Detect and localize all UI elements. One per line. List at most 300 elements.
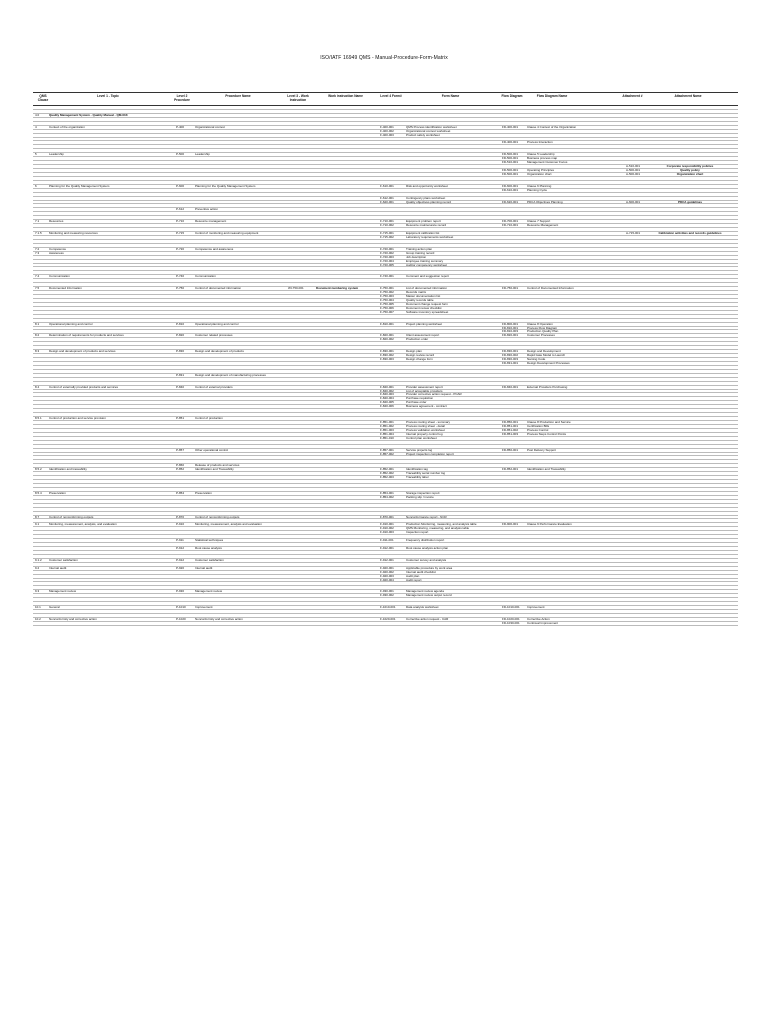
cell-form-number: F-400-001 xyxy=(380,125,394,129)
cell-procedure: P-1020 xyxy=(176,617,186,621)
cell-form-number: F-912-001 xyxy=(380,547,394,550)
cell-form-number: F-920-001 xyxy=(380,566,394,570)
cell-form-name: Data analysis worksheet xyxy=(406,606,439,610)
cell-topic: Monitoring and measuring resources xyxy=(49,232,98,235)
cell-form-number: F-720-005 xyxy=(380,263,394,267)
cell-qms-clause: 4.0 xyxy=(35,113,40,117)
cell-topic: Resources xyxy=(49,220,64,224)
cell-form-name: Purchase order xyxy=(406,401,427,405)
cell-qms-clause: 6 xyxy=(35,184,37,188)
cell-form-number: F-720-001 xyxy=(380,247,394,251)
cell-form-name: Process validation worksheet xyxy=(406,428,445,432)
cell-form-name: Contingency plans worksheet xyxy=(406,196,446,200)
cell-flow-diagram-name: Corrective Action xyxy=(527,617,550,621)
cell-procedure-name: Root cause analysis xyxy=(195,547,222,550)
cell-procedure-name: Release of products and services xyxy=(195,464,240,468)
cell-procedure: P-854 xyxy=(176,491,185,495)
cell-form-number: F-710-002 xyxy=(380,224,394,228)
cell-flow-diagram: FD-810-001 xyxy=(502,326,519,330)
cell-flow-diagram: FD-830-003 xyxy=(502,358,519,361)
cell-form-number: F-810-001 xyxy=(380,322,394,326)
cell-form-number: F-820-002 xyxy=(380,338,394,342)
cell-form-name: Organizational context worksheet xyxy=(406,129,451,133)
cell-form-name: Provider corrective action request - PCAR xyxy=(406,393,462,397)
cell-qms-clause: 9.3 xyxy=(35,590,40,594)
cell-flow-diagram: FD-510-001 xyxy=(502,161,519,165)
cell-procedure: P-600 xyxy=(176,184,185,188)
cell-form-name: List of documented information xyxy=(406,287,448,291)
cell-topic: Management review xyxy=(49,590,77,594)
cell-flow-diagram: FD-820-001 xyxy=(502,334,519,338)
cell-flow-diagram-name: PDCA Objectives Planning xyxy=(527,200,563,204)
cell-qms-clause: 10.2 xyxy=(35,617,41,621)
cell-form-name: QMS Process identification worksheet xyxy=(406,125,457,129)
cell-form-name: Process routing sheet - detail xyxy=(406,424,445,428)
cell-procedure: P-612 xyxy=(176,208,185,212)
cell-form-number: F-930-001 xyxy=(380,590,394,594)
header-flow-diagram-name: Flow Diagram Name xyxy=(536,94,568,98)
cell-procedure-name: Organizational context xyxy=(195,125,225,129)
cell-flow-diagram-name: Design Development Processes xyxy=(527,361,570,365)
cell-qms-clause: 7.3 xyxy=(35,251,40,255)
cell-flow-diagram: FD-840-001 xyxy=(502,385,519,389)
cell-procedure-name: Control of documented information xyxy=(195,287,242,291)
cell-topic: Context of the organization xyxy=(49,125,85,129)
cell-flow-diagram: FD-750-001 xyxy=(502,287,519,291)
cell-form-name: Auditor competency worksheet xyxy=(406,263,448,267)
cell-flow-diagram: FD-851-003 xyxy=(502,432,519,436)
cell-form-name: Management review agenda xyxy=(406,590,444,594)
cell-flow-diagram-name: Process Control xyxy=(527,428,549,432)
cell-procedure: P-740 xyxy=(176,275,185,279)
cell-procedure: P-930 xyxy=(176,590,185,594)
cell-form-name: Job description xyxy=(406,255,427,259)
cell-form-name: Root cause analysis action plan xyxy=(406,547,449,550)
cell-topic: Design and development of products and services xyxy=(49,350,116,354)
cell-form-name: Project planning worksheet xyxy=(406,322,443,326)
header-form-number: Level 4 Form# xyxy=(380,94,402,98)
cell-topic: Planning for the Quality Management System xyxy=(49,184,110,188)
cell-form-number: F-851-002 xyxy=(380,424,394,428)
cell-qms-clause: 7.1 xyxy=(35,220,40,224)
cell-form-name: Design change form xyxy=(406,358,433,361)
cell-form-number: F-750-003 xyxy=(380,295,394,298)
cell-topic: Documented Information xyxy=(49,287,82,291)
cell-procedure: P-810 xyxy=(176,322,185,326)
cell-flow-diagram: FD-1030-001 xyxy=(502,621,520,625)
cell-form-number: F-840-006 xyxy=(380,405,394,409)
cell-qms-clause: 9.1 xyxy=(35,523,40,527)
cell-form-name: Storage inspection report xyxy=(406,491,440,495)
cell-form-name: List of acceptable providers xyxy=(406,389,443,393)
cell-form-number: F-870-001 xyxy=(380,515,394,519)
cell-flow-diagram-name: Naming Code xyxy=(527,358,546,361)
cell-form-number: F-852-003 xyxy=(380,476,394,480)
cell-flow-diagram: FD-810-003 xyxy=(502,330,519,334)
cell-qms-clause: 7.4 xyxy=(35,275,40,279)
cell-flow-diagram: FD-620-001 xyxy=(502,200,519,204)
cell-procedure: P-851 xyxy=(176,417,185,421)
cell-form-name: Management review output record xyxy=(406,594,452,598)
cell-form-name: Business agreement - contract xyxy=(406,405,447,409)
cell-form-number: F-820-001 xyxy=(380,334,394,338)
cell-flow-diagram-name: Business process map xyxy=(527,157,558,161)
cell-form-name: Applicable procedure by work area xyxy=(406,566,453,570)
cell-procedure: P-852 xyxy=(176,468,185,472)
cell-procedure-name: Preservation xyxy=(195,491,212,495)
cell-procedure-name: Design and development of products xyxy=(195,350,244,354)
cell-procedure-name: Leadership xyxy=(195,153,210,157)
cell-topic: Customer satisfaction xyxy=(49,558,78,562)
cell-procedure: P-912 xyxy=(176,547,185,550)
cell-work-instruction: WI-750-001 xyxy=(288,287,304,291)
cell-topic: Control of production and service provision xyxy=(49,417,106,421)
cell-attachment-number: A-715-001 xyxy=(626,232,641,235)
cell-flow-diagram-name: Rapid Gate Model to Launch xyxy=(527,354,566,358)
cell-procedure: P-715 xyxy=(176,232,185,235)
cell-form-number: F-852-001 xyxy=(380,468,394,472)
cell-topic: Nonconformity and corrective action xyxy=(49,617,97,621)
cell-topic: Control of externally provided products and services xyxy=(49,385,119,389)
table-header xyxy=(33,92,738,106)
cell-qms-clause: 10.1 xyxy=(35,606,41,610)
cell-attachment-name: Corporate responsibility policies xyxy=(666,165,714,169)
cell-form-name: Identification tag xyxy=(406,468,428,472)
header-procedure: Level 2 Procedure xyxy=(174,94,190,102)
cell-qms-clause: 8.5.2 xyxy=(35,468,42,472)
cell-flow-diagram-name: Improvement xyxy=(527,606,545,610)
cell-flow-diagram-name: Design and Development xyxy=(527,350,561,354)
cell-flow-diagram-name: Clause 8 Operation xyxy=(527,322,553,326)
cell-qms-clause: 8.1 xyxy=(35,322,40,326)
cell-flow-diagram: FD-831-001 xyxy=(502,361,519,365)
cell-topic: Internal audit xyxy=(49,566,67,570)
cell-form-number: F-851-004 xyxy=(380,432,394,436)
cell-flow-diagram-name: Clause 4 Context of the Organization xyxy=(527,125,577,129)
cell-procedure: P-911 xyxy=(176,539,184,543)
cell-form-number: F-740-001 xyxy=(380,275,394,279)
cell-flow-diagram-name: Clause 8 Production and Service xyxy=(527,421,571,424)
header-form-name: Form Name xyxy=(441,94,460,98)
cell-attachment-name: Quality policy xyxy=(680,169,700,172)
cell-procedure-name: Control of monitoring and measuring equipment xyxy=(195,232,259,235)
cell-procedure: P-500 xyxy=(176,153,185,157)
cell-form-number: F-400-003 xyxy=(380,133,394,137)
cell-form-number: F-715-001 xyxy=(380,232,394,235)
cell-topic: Communication xyxy=(49,275,70,279)
cell-flow-diagram: FD-850-001 xyxy=(502,448,519,452)
cell-form-name: Inspection report xyxy=(406,531,429,535)
cell-flow-diagram: FD-900-001 xyxy=(502,523,519,527)
cell-form-number: F-830-001 xyxy=(380,350,394,354)
cell-flow-diagram-name: Production Quality Plan xyxy=(527,330,559,334)
table-body xyxy=(33,106,738,626)
cell-flow-diagram: FD-851-002 xyxy=(502,428,519,432)
cell-qms-clause: 5 xyxy=(35,153,37,157)
cell-flow-diagram: FD-500-001 xyxy=(502,172,519,176)
cell-qms-clause: 7.5 xyxy=(35,287,40,291)
cell-form-number: F-854-002 xyxy=(380,495,394,499)
cell-flow-diagram-name: Process Flow Diagram xyxy=(527,326,558,330)
cell-form-name: Internal audit checklist xyxy=(406,570,436,574)
cell-flow-diagram-name: Organization chart xyxy=(527,172,552,176)
cell-flow-diagram-name: Clause 7 Support xyxy=(527,220,551,224)
cell-form-name: Quality records table xyxy=(406,298,434,302)
cell-form-name: Document change request form xyxy=(406,302,449,306)
cell-flow-diagram: FD-710-001 xyxy=(502,224,519,228)
cell-flow-diagram-name: Management Customer Focus xyxy=(527,161,568,165)
cell-form-name: Process routing sheet - summary xyxy=(406,421,451,424)
cell-procedure-name: Customer related processes xyxy=(195,334,233,338)
cell-form-name: Employee training summary xyxy=(406,259,444,263)
cell-form-name: Software inventory spreadsheet xyxy=(406,310,449,314)
cell-form-number: F-857-002 xyxy=(380,452,394,456)
cell-flow-diagram-name: Process Steps Control Points xyxy=(527,432,567,436)
cell-procedure: P-857 xyxy=(176,448,185,452)
cell-procedure-name: Customer satisfaction xyxy=(195,558,224,562)
cell-procedure-name: Operational planning and control xyxy=(195,322,239,326)
cell-form-number: F-840-001 xyxy=(380,385,394,389)
cell-form-name: Records matrix xyxy=(406,291,427,295)
cell-flow-diagram: FD-600-001 xyxy=(502,184,519,188)
cell-form-name: Internal property control log xyxy=(406,432,443,436)
cell-procedure-name: Management review xyxy=(195,590,223,594)
cell-flow-diagram: FD-1010-001 xyxy=(502,606,520,610)
cell-procedure: P-720 xyxy=(176,247,185,251)
cell-form-number: F-620-001 xyxy=(380,200,394,204)
cell-topic: Quality Management System - Quality Manual - QM-01K xyxy=(49,113,128,117)
header-work-instruction-name: Work instruction Name xyxy=(328,94,363,98)
cell-procedure-name: Control of nonconforming outputs xyxy=(195,515,240,519)
cell-form-number: F-720-002 xyxy=(380,251,394,255)
cell-form-number: F-920-002 xyxy=(380,570,394,574)
cell-form-name: Equipment problem report xyxy=(406,220,441,224)
cell-flow-diagram: FD-1020-001 xyxy=(502,617,520,621)
cell-flow-diagram: FD-850-001 xyxy=(502,421,519,424)
cell-procedure: P-870 xyxy=(176,515,185,519)
cell-attachment-name: PDCA guidelines xyxy=(677,200,703,204)
cell-procedure: P-750 xyxy=(176,287,185,291)
cell-form-name: Control plan worksheet xyxy=(406,436,437,440)
cell-procedure-name: Other operational control xyxy=(195,448,229,452)
cell-topic: Leadership xyxy=(49,153,64,157)
cell-procedure: P-831 xyxy=(176,373,185,377)
cell-procedure-name: Nonconformity and corrective action xyxy=(195,617,243,621)
cell-form-number: F-920-003 xyxy=(380,574,394,578)
cell-procedure: P-830 xyxy=(176,350,185,354)
header-attachment-number: Attachment # xyxy=(622,94,643,98)
cell-procedure-name: Communication xyxy=(195,275,216,279)
cell-form-number: F-750-007 xyxy=(380,310,394,314)
cell-flow-diagram: FD-800-001 xyxy=(502,322,519,326)
cell-flow-diagram: FD-400-001 xyxy=(502,141,519,145)
cell-qms-clause: 7.1.5 xyxy=(35,232,42,235)
cell-flow-diagram: FD-851-001 xyxy=(502,424,519,428)
cell-flow-diagram: FD-830-001 xyxy=(502,350,519,354)
cell-form-name: Design review record xyxy=(406,354,435,358)
cell-attachment-name: Organization chart xyxy=(676,172,704,176)
cell-form-number: F-830-002 xyxy=(380,354,394,358)
header-attachment-name: Attachment Name xyxy=(674,94,702,98)
cell-topic: Competence xyxy=(49,247,67,251)
cell-attachment-number: A-500-001 xyxy=(626,172,641,176)
cell-form-number: F-852-002 xyxy=(380,472,394,476)
cell-form-number: F-750-002 xyxy=(380,291,394,295)
cell-form-number: F-710-001 xyxy=(380,220,394,224)
cell-qms-clause: 8.2 xyxy=(35,334,40,338)
cell-form-number: F-612-001 xyxy=(380,196,394,200)
cell-form-number: F-840-003 xyxy=(380,393,394,397)
cell-form-name: Resource maintenance record xyxy=(406,224,447,228)
cell-topic: Control of nonconforming outputs xyxy=(49,515,94,519)
cell-procedure: P-912 xyxy=(176,558,185,562)
cell-qms-clause: 8.5.1 xyxy=(35,417,42,421)
cell-form-name: Project inspection completion report xyxy=(406,452,454,456)
cell-form-name: Production order xyxy=(406,338,429,342)
cell-form-number: F-911-001 xyxy=(380,539,394,543)
cell-flow-diagram-name: Customer Processes xyxy=(527,334,555,338)
cell-form-number: F-840-004 xyxy=(380,397,394,401)
cell-flow-diagram-name: Process Interaction xyxy=(527,141,553,145)
cell-form-name: Risk and opportunity worksheet xyxy=(406,184,448,188)
cell-form-name: Traceability serial number log xyxy=(406,472,446,476)
cell-flow-diagram-name: Certification Bills xyxy=(527,424,550,428)
cell-qms-clause: 4 xyxy=(35,125,37,129)
cell-form-number: F-840-002 xyxy=(380,389,394,393)
cell-flow-diagram: FD-500-001 xyxy=(502,169,519,172)
cell-flow-diagram-name: Clause 6 Planning xyxy=(527,184,552,188)
cell-form-number: F-715-002 xyxy=(380,235,394,239)
cell-procedure: P-840 xyxy=(176,385,185,389)
cell-procedure: P-400 xyxy=(176,125,185,129)
cell-procedure-name: Monitoring, measurement, analysis and evaluation xyxy=(195,523,262,527)
cell-form-number: F-720-004 xyxy=(380,259,394,263)
cell-procedure: P-860 xyxy=(176,464,185,468)
cell-procedure: P-710 xyxy=(176,220,185,224)
cell-procedure-name: Competence and awareness xyxy=(195,247,234,251)
cell-qms-clause: 8.7 xyxy=(35,515,40,519)
cell-topic: Monitoring, measurement, analysis, and evaluation xyxy=(49,523,117,527)
cell-procedure-name: Preventive action xyxy=(195,208,219,212)
cell-qms-clause: 9.2 xyxy=(35,566,40,570)
cell-form-name: Corrective action request - CAR xyxy=(406,617,449,621)
cell-procedure-name: Statistical techniques xyxy=(195,539,224,543)
cell-form-name: Master documentation list xyxy=(406,295,441,298)
cell-topic: Determination of requirements for products and services xyxy=(49,334,124,338)
cell-form-number: F-830-003 xyxy=(380,358,394,361)
cell-form-number: F-750-005 xyxy=(380,302,394,306)
cell-procedure-name: Improvement xyxy=(195,606,213,610)
cell-form-name: Service projects log xyxy=(406,448,433,452)
cell-flow-diagram: FD-500-001 xyxy=(502,157,519,161)
cell-topic: Preservation xyxy=(49,491,66,495)
cell-form-number: F-910-002 xyxy=(380,527,394,531)
cell-form-name: Product safety worksheet xyxy=(406,133,440,137)
cell-topic: Operational planning and control xyxy=(49,322,93,326)
cell-form-number: F-912-001 xyxy=(380,558,394,562)
cell-procedure: P-820 xyxy=(176,334,185,338)
header-procedure-name: Procedure Name xyxy=(225,94,251,98)
cell-form-number: F-840-005 xyxy=(380,401,394,405)
cell-attachment-number: A-600-001 xyxy=(626,200,641,204)
cell-form-name: Audit plan xyxy=(406,574,420,578)
cell-form-name: QMS Monitoring, measuring, and analysis table xyxy=(406,527,470,531)
cell-flow-diagram: FD-610-001 xyxy=(502,188,519,192)
cell-procedure: P-920 xyxy=(176,566,185,570)
cell-form-number: F-400-002 xyxy=(380,129,394,133)
cell-topic: Identification and traceability xyxy=(49,468,87,472)
cell-form-number: F-1020-001 xyxy=(380,617,396,621)
document-title: ISO/IATF 16949 QMS - Manual-Procedure-Form-Matrix xyxy=(320,55,448,61)
cell-procedure-name: Identification and Traceability xyxy=(195,468,234,472)
cell-form-name: Traceability label xyxy=(406,476,429,480)
cell-form-name: Design plan xyxy=(406,350,422,354)
cell-form-number: F-750-001 xyxy=(380,287,394,291)
cell-flow-diagram-name: Continual Improvement xyxy=(527,621,559,625)
cell-procedure-name: Planning for the Quality Management System xyxy=(195,184,256,188)
cell-form-name: Client assessment report xyxy=(406,334,440,338)
cell-form-number: F-750-006 xyxy=(380,306,394,310)
cell-qms-clause: 8.5.4 xyxy=(35,491,42,495)
header-qms-clause: QMS Clause xyxy=(37,94,49,102)
cell-flow-diagram-name: Identification and Traceability xyxy=(527,468,566,472)
cell-form-number: F-920-004 xyxy=(380,578,394,582)
cell-form-number: F-610-001 xyxy=(380,184,394,188)
cell-flow-diagram: FD-400-001 xyxy=(502,125,519,129)
cell-form-name: Provider assessment report xyxy=(406,385,443,389)
cell-flow-diagram-name: Planning Cycle xyxy=(527,188,548,192)
cell-qms-clause: 9.1.2 xyxy=(35,558,42,562)
cell-flow-diagram-name: Resource Management xyxy=(527,224,559,228)
cell-form-name: Training action plan xyxy=(406,247,433,251)
cell-flow-diagram: FD-830-002 xyxy=(502,354,519,358)
cell-form-name: Frequency distribution report xyxy=(406,539,445,543)
cell-procedure: P-1010 xyxy=(176,606,186,610)
cell-form-number: F-720-003 xyxy=(380,255,394,259)
cell-work-instruction-name: Document numbering system xyxy=(316,287,359,291)
cell-form-name: Quality objectives planning record xyxy=(406,200,452,204)
cell-flow-diagram-name: Operating Principles xyxy=(527,169,555,172)
cell-form-number: F-750-004 xyxy=(380,298,394,302)
cell-topic: Awareness xyxy=(49,251,64,255)
header-work-instruction: Level 3 - Work Instruction xyxy=(287,94,309,102)
cell-form-name: Purchase requisition xyxy=(406,397,434,401)
cell-form-name: Nonconformance report - NCR xyxy=(406,515,447,519)
cell-qms-clause: 8.3 xyxy=(35,350,40,354)
cell-form-number: F-910-001 xyxy=(380,523,394,527)
cell-form-name: Customer survey and analysis xyxy=(406,558,447,562)
cell-procedure-name: Control of production xyxy=(195,417,223,421)
cell-flow-diagram-name: Post Delivery Support xyxy=(527,448,557,452)
cell-qms-clause: 7.2 xyxy=(35,247,40,251)
cell-form-name: Laboratory requirements worksheet xyxy=(406,235,454,239)
cell-form-name: Audit report xyxy=(406,578,422,582)
cell-form-name: Equipment calibration list xyxy=(406,232,440,235)
cell-flow-diagram-name: Clause 9 Performance Evaluation xyxy=(527,523,572,527)
cell-form-name: Packing slip / invoice xyxy=(406,495,434,499)
cell-procedure-name: Resource management xyxy=(195,220,227,224)
cell-form-name: Document review checklist xyxy=(406,306,442,310)
cell-form-number: F-910-003 xyxy=(380,531,394,535)
cell-topic: General xyxy=(49,606,60,610)
cell-form-number: F-851-010 xyxy=(380,436,394,440)
cell-form-number: F-1010-001 xyxy=(380,606,396,610)
cell-qms-clause: 8.4 xyxy=(35,385,40,389)
cell-form-name: Production Monitoring, measuring, and analysis table xyxy=(406,523,477,527)
table-row xyxy=(33,622,738,626)
cell-form-number: F-851-003 xyxy=(380,428,394,432)
cell-form-number: F-851-001 xyxy=(380,421,394,424)
